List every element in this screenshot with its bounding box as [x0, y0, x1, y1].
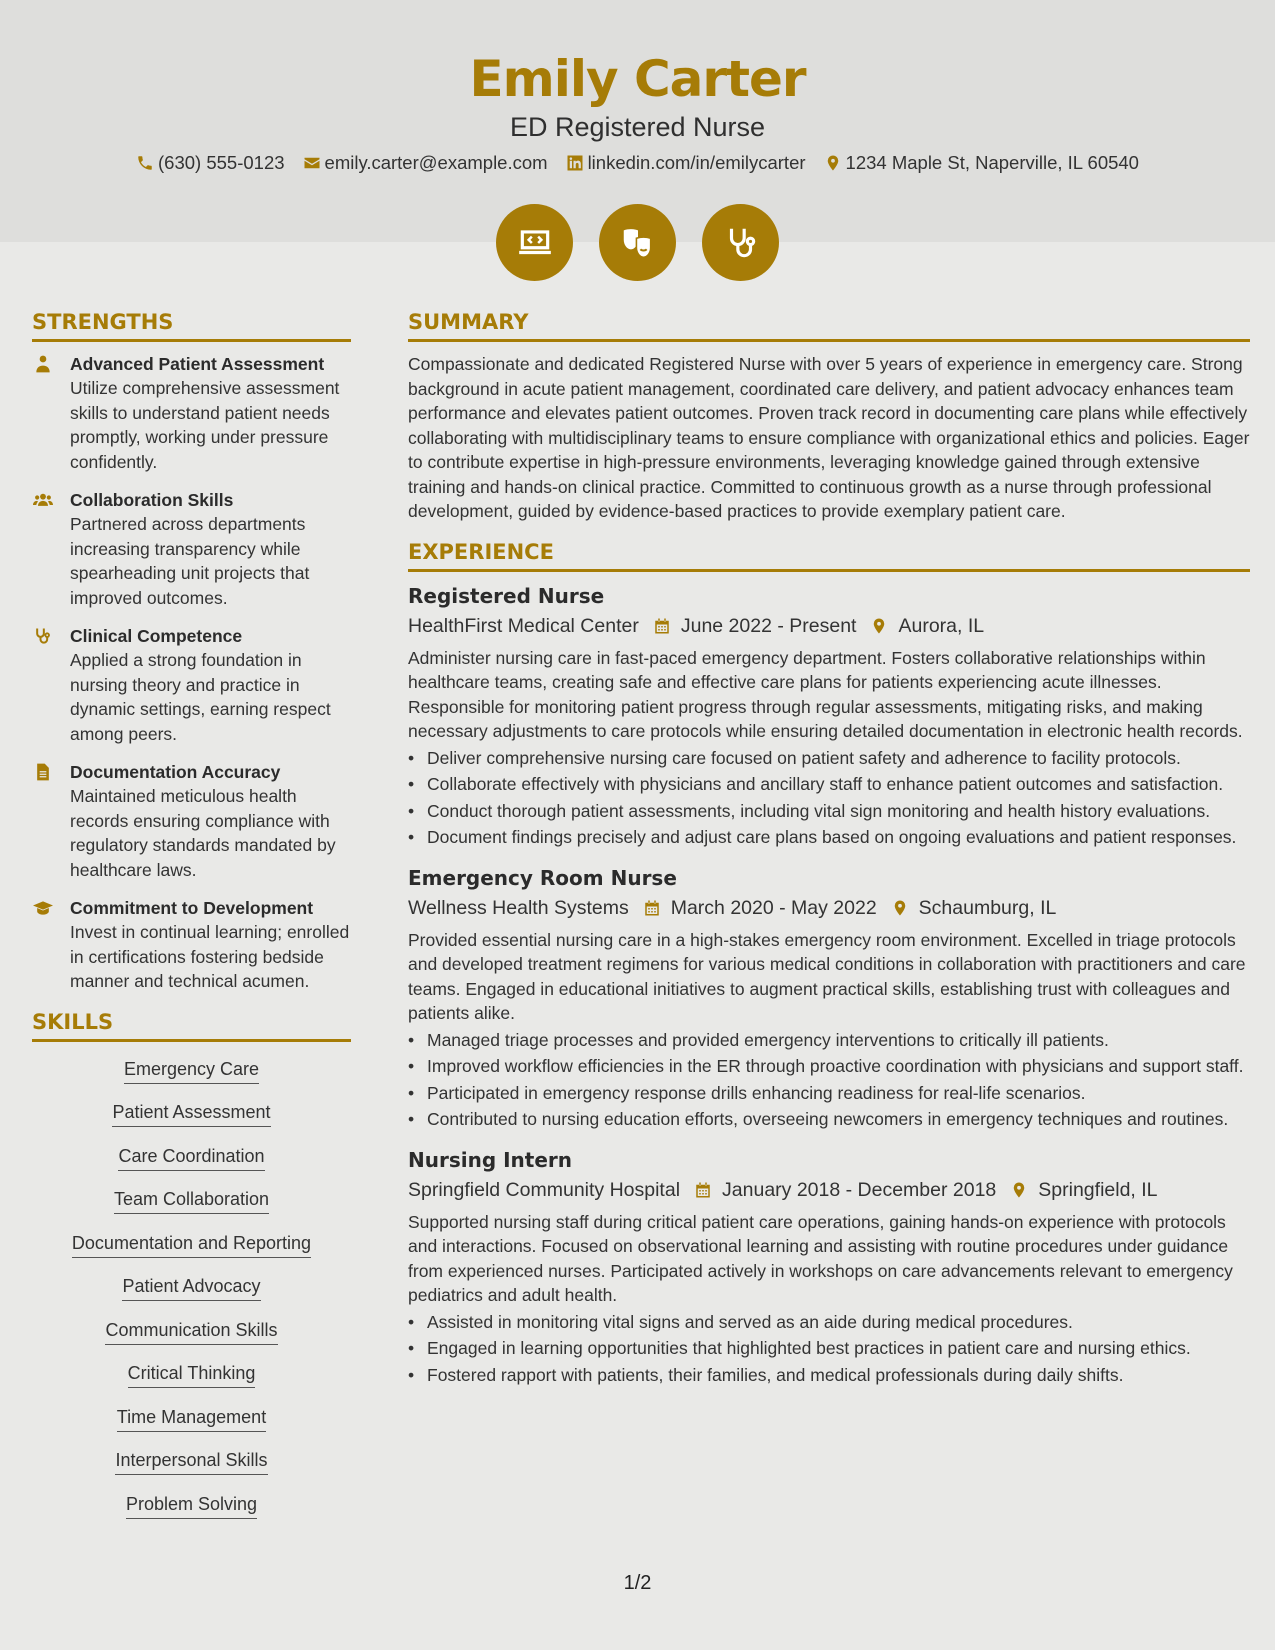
- map-pin-icon: [1010, 1180, 1028, 1200]
- user-doctor-icon: [32, 354, 54, 374]
- job-location: Springfield, IL: [1038, 1178, 1158, 1201]
- strength-item: [32, 488, 351, 610]
- job-title: Registered Nurse: [408, 583, 605, 608]
- skills-heading: SKILLS: [32, 1008, 351, 1042]
- strength-item: [32, 624, 351, 746]
- contact-linkedin-text: linkedin.com/in/emilycarter: [587, 152, 806, 173]
- linkedin-icon: [566, 154, 584, 172]
- summary-text: Compassionate and dedicated Registered Nurse with over 5 years of experience in emergency care. Strong background in acute patient management, coordinated care delivery, and patient advocacy enhances team performance and elevates patient outcomes. Proven track record in documenting care plans while effectively collaborating with multidisciplinary teams to ensure compliance with organizational ethics and policies. Eager to contribute expertise in high-pressure environments, leveraging knowledge gained through extensive training and hands-on clinical practice. Committed to continuous growth as a nurse through professional development, guided by evidence-based practices to provide exemplary patient care.: [408, 354, 1250, 521]
- calendar-icon: [643, 898, 661, 918]
- job-bullets: [408, 746, 1250, 850]
- users-icon: [32, 490, 54, 510]
- map-pin-icon: [824, 154, 842, 172]
- job-description: Administer nursing care in fast-paced emergency department. Fosters collaborative relationships within healthcare teams, creating safe and effective care plans for patients experiencing acute illnesses. Responsible for monitoring patient progress through regular assessments, mitigating risks, and making necessary adjustments to care protocols while ensuring detailed documentation in electronic health records.: [408, 647, 1243, 741]
- skill-item: Communication Skills: [105, 1319, 277, 1345]
- experience-heading: EXPERIENCE: [408, 538, 1250, 572]
- strength-title: Commitment to Development: [70, 898, 314, 918]
- left-column: [32, 308, 351, 1536]
- contact-address-text: 1234 Maple St, Naperville, IL 60540: [845, 152, 1139, 173]
- strength-title: Advanced Patient Assessment: [70, 354, 325, 374]
- job-meta: [408, 892, 1250, 924]
- contact-email[interactable]: [303, 152, 548, 174]
- job-bullet: • Conduct thorough patient assessments, including vital sign monitoring and health history evaluations.: [408, 799, 1250, 824]
- job-title: Nursing Intern: [408, 1147, 573, 1172]
- strength-desc: Invest in continual learning; enrolled in certifications fostering bedside manner and technical acumen.: [70, 922, 350, 991]
- skill-item: Team Collaboration: [114, 1188, 269, 1214]
- job-title: Emergency Room Nurse: [408, 865, 677, 890]
- summary-heading: SUMMARY: [408, 308, 1250, 342]
- contact-row: [0, 152, 1275, 174]
- candidate-name: Emily Carter: [469, 50, 806, 108]
- theater-masks-icon: [619, 224, 657, 262]
- skill-item: Care Coordination: [118, 1145, 264, 1171]
- skill-item: Critical Thinking: [128, 1362, 256, 1388]
- phone-icon: [136, 154, 154, 172]
- laptop-code-icon: [516, 224, 554, 262]
- badge-stethoscope: [702, 204, 779, 281]
- stethoscope-icon: [722, 224, 760, 262]
- job-meta: [408, 610, 1250, 642]
- calendar-icon: [653, 616, 671, 636]
- skill-item: Documentation and Reporting: [72, 1232, 311, 1258]
- badge-row: [0, 204, 1275, 281]
- skills-list: [32, 1058, 351, 1537]
- job-bullet: • Deliver comprehensive nursing care focused on patient safety and adherence to facility protocols.: [408, 746, 1250, 771]
- job-dates: January 2018 - December 2018: [722, 1178, 997, 1201]
- stethoscope-icon: [32, 626, 54, 646]
- calendar-icon: [694, 1180, 712, 1200]
- strength-desc: Partnered across departments increasing transparency while spearheading unit projects that improved outcomes.: [70, 514, 310, 608]
- skill-item: Patient Advocacy: [122, 1275, 260, 1301]
- job-bullet: • Assisted in monitoring vital signs and served as an aide during medical procedures.: [408, 1310, 1250, 1335]
- job-location: Schaumburg, IL: [918, 896, 1057, 919]
- job-entry: [408, 582, 1250, 850]
- strength-desc: Applied a strong foundation in nursing theory and practice in dynamic settings, earning respect among peers.: [70, 650, 331, 744]
- right-column: [408, 308, 1250, 1401]
- map-pin-icon: [870, 616, 888, 636]
- strength-title: Collaboration Skills: [70, 490, 234, 510]
- strength-item: [32, 896, 351, 994]
- contact-email-text: emily.carter@example.com: [324, 152, 548, 173]
- job-bullet: • Engaged in learning opportunities that highlighted best practices in patient care and nursing ethics.: [408, 1336, 1250, 1361]
- skill-item: Patient Assessment: [112, 1101, 270, 1127]
- job-company: Wellness Health Systems: [408, 896, 629, 919]
- job-dates: March 2020 - May 2022: [670, 896, 877, 919]
- job-bullet: • Contributed to nursing education efforts, overseeing newcomers in emergency techniques and routines.: [408, 1107, 1250, 1132]
- strength-item: [32, 352, 351, 474]
- envelope-icon: [303, 154, 321, 172]
- contact-address: [824, 152, 1139, 174]
- page-number: 1/2: [623, 1572, 652, 1594]
- job-location: Aurora, IL: [898, 614, 985, 637]
- strength-item: [32, 760, 351, 882]
- strengths-heading: STRENGTHS: [32, 308, 351, 342]
- strength-title: Clinical Competence: [70, 626, 243, 646]
- job-company: HealthFirst Medical Center: [408, 614, 639, 637]
- strength-desc: Utilize comprehensive assessment skills to understand patient needs promptly, working under pressure confidently.: [70, 378, 340, 472]
- job-bullet: • Managed triage processes and provided emergency interventions to critically ill patients.: [408, 1028, 1250, 1053]
- strength-desc: Maintained meticulous health records ensuring compliance with regulatory standards mandated by healthcare laws.: [70, 786, 336, 880]
- skill-item: Emergency Care: [124, 1058, 259, 1084]
- job-entry: [408, 1146, 1250, 1388]
- map-pin-icon: [891, 898, 909, 918]
- job-bullet: • Collaborate effectively with physicians and ancillary staff to enhance patient outcomes and satisfaction.: [408, 772, 1250, 797]
- skill-item: Interpersonal Skills: [115, 1449, 267, 1475]
- job-bullet: • Fostered rapport with patients, their families, and medical professionals during daily shifts.: [408, 1363, 1250, 1388]
- job-bullet: • Improved workflow efficiencies in the ER through proactive coordination with physicians and support staff.: [408, 1054, 1250, 1079]
- skill-item: Time Management: [117, 1406, 266, 1432]
- graduation-cap-icon: [32, 898, 54, 918]
- job-company: Springfield Community Hospital: [408, 1178, 681, 1201]
- job-description: Supported nursing staff during critical patient care operations, gaining hands-on experience with protocols and interactions. Focused on observational learning and assisting with routine procedures under guidance from experienced nurses. Participated actively in workshops on care advancements relevant to emergency pediatrics and adult health.: [408, 1211, 1233, 1305]
- job-bullet: • Document findings precisely and adjust care plans based on ongoing evaluations and patient responses.: [408, 825, 1250, 850]
- job-dates: June 2022 - Present: [680, 614, 857, 637]
- job-bullet: • Participated in emergency response drills enhancing readiness for real-life scenarios.: [408, 1081, 1250, 1106]
- contact-linkedin[interactable]: [566, 152, 806, 174]
- job-description: Provided essential nursing care in a high-stakes emergency room environment. Excelled in triage protocols and developed treatment regimens for various medical conditions in collaboration with practitioners and care teams. Engaged in educational initiatives to augment practical skills, establishing trust with colleagues and patients alike.: [408, 929, 1246, 1023]
- candidate-role: ED Registered Nurse: [509, 112, 766, 142]
- job-bullets: [408, 1028, 1250, 1132]
- strength-title: Documentation Accuracy: [70, 762, 281, 782]
- badge-laptop: [496, 204, 573, 281]
- file-icon: [32, 762, 54, 782]
- badge-masks: [599, 204, 676, 281]
- job-meta: [408, 1174, 1250, 1206]
- job-bullets: [408, 1310, 1250, 1388]
- job-entry: [408, 864, 1250, 1132]
- skill-item: Problem Solving: [126, 1493, 257, 1519]
- contact-phone-text: (630) 555-0123: [158, 152, 285, 173]
- contact-phone[interactable]: [136, 152, 285, 174]
